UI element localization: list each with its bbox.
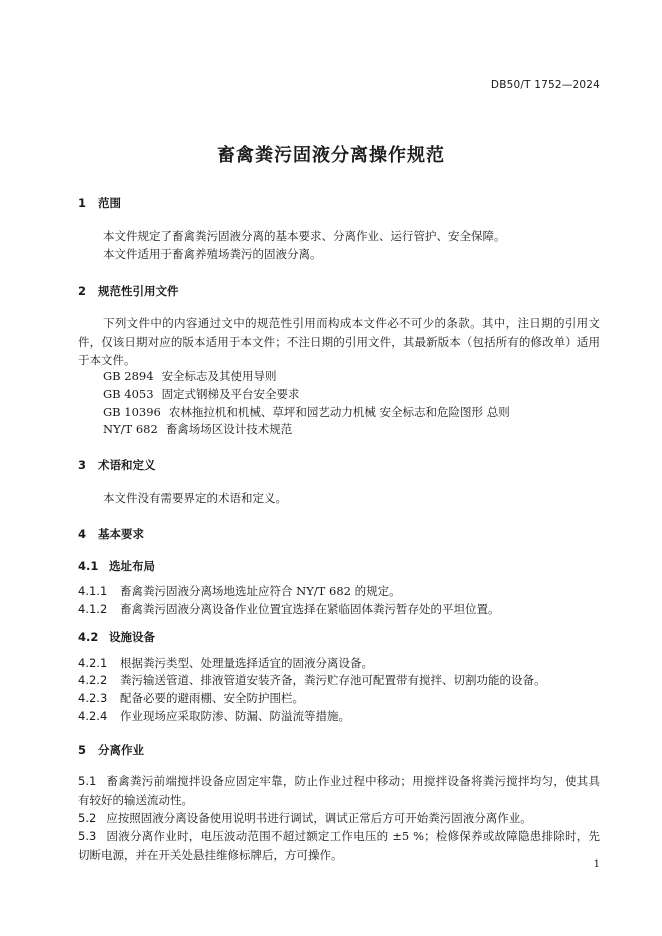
clause	[78, 809, 600, 828]
reference-title: 固定式钢梯及平台安全要求	[161, 387, 300, 401]
reference-code: GB 2894	[103, 369, 154, 383]
section-title: 术语和定义	[98, 458, 156, 472]
section-title: 分离作业	[98, 743, 144, 757]
section-number: 4	[78, 527, 87, 541]
clause-number: 5.1	[78, 774, 97, 788]
reference-title: 安全标志及其使用导则	[161, 369, 277, 383]
reference-item	[103, 421, 292, 437]
reference-code: GB 10396	[103, 405, 161, 419]
clause-number: 5.2	[78, 811, 97, 825]
section-heading-3	[78, 457, 156, 473]
clause	[78, 583, 401, 599]
section-heading-5	[78, 742, 144, 758]
section-number: 2	[78, 284, 87, 298]
paragraph: 下列文件中的内容通过文中的规范性引用而构成本文件必不可少的条款。其中，注日期的引用文件，仅该日期对应的版本适用于本文件；不注日期的引用文件，其最新版本（包括所有的修改单）适用于本文件。	[78, 316, 600, 367]
clause-text: 应按照固液分离设备使用说明书进行调试，调试正常后方可开始粪污固液分离作业。	[106, 811, 532, 825]
subsection-title: 设施设备	[109, 630, 155, 644]
clause	[78, 655, 373, 671]
page-number: 1	[593, 859, 600, 870]
clause-number: 4.2.1	[78, 656, 108, 670]
subsection-title: 选址布局	[109, 559, 155, 573]
reference-item	[103, 368, 277, 384]
clause-number: 4.1.1	[78, 584, 108, 598]
paragraph: 本文件规定了畜禽粪污固液分离的基本要求、分离作业、运行管护、安全保障。	[103, 229, 506, 243]
reference-item	[103, 404, 510, 420]
section-heading-1	[78, 195, 121, 211]
clause-number: 4.2.4	[78, 709, 108, 723]
paragraph: 本文件适用于畜禽养殖场粪污的固液分离。	[103, 247, 322, 261]
standard-code: DB50/T 1752—2024	[490, 79, 600, 91]
clause	[78, 672, 546, 688]
clause-text: 作业现场应采取防渗、防漏、防溢流等措施。	[120, 709, 350, 723]
reference-title: 农林拖拉机和机械、草坪和园艺动力机械 安全标志和危险图形 总则	[168, 405, 510, 419]
paragraph: 本文件没有需要界定的术语和定义。	[103, 491, 287, 505]
reference-code: GB 4053	[103, 387, 154, 401]
clause-text: 畜禽粪污固液分离设备作业位置宜选择在紧临固体粪污暂存处的平坦位置。	[120, 602, 500, 616]
reference-title: 畜禽场场区设计技术规范	[165, 422, 293, 436]
clause	[78, 827, 600, 864]
clause-text: 畜禽粪污固液分离场地选址应符合 NY/T 682 的规定。	[120, 584, 401, 598]
clause-number: 5.3	[78, 829, 97, 843]
section-number: 3	[78, 458, 87, 472]
subsection-number: 4.1	[78, 559, 99, 573]
subsection-heading-4-1	[78, 558, 155, 574]
clause-number: 4.2.3	[78, 691, 108, 705]
clause-text: 固液分离作业时，电压波动范围不超过额定工作电压的 ±5 %；检修保养或故障隐患排除时，先切断电源，并在开关处悬挂维修标牌后，方可操作。	[78, 829, 600, 862]
clause	[78, 708, 350, 724]
section-title: 基本要求	[98, 527, 144, 541]
reference-code: NY/T 682	[103, 422, 158, 436]
clause-text: 畜禽粪污前端搅拌设备应固定牢靠，防止作业过程中移动；用搅拌设备将粪污搅拌均匀，使其具有较好的输送流动性。	[78, 774, 600, 807]
subsection-heading-4-2	[78, 629, 155, 645]
clause-number: 4.1.2	[78, 602, 108, 616]
section-number: 1	[78, 196, 87, 210]
section-heading-2	[78, 283, 179, 299]
clause	[78, 601, 500, 617]
document-title: 畜禽粪污固液分离操作规范	[217, 145, 445, 166]
clause-text: 配备必要的避雨棚、安全防护围栏。	[120, 691, 304, 705]
section-heading-4	[78, 526, 144, 542]
clause-text: 粪污输送管道、排液管道安装齐备，粪污贮存池可配置带有搅拌、切割功能的设备。	[120, 673, 546, 687]
section-title: 规范性引用文件	[98, 284, 179, 298]
section-title: 范围	[98, 196, 121, 210]
section-number: 5	[78, 743, 87, 757]
reference-item	[103, 386, 300, 402]
clause-text: 根据粪污类型、处理量选择适宜的固液分离设备。	[120, 656, 373, 670]
clause	[78, 772, 600, 809]
clause	[78, 690, 304, 706]
subsection-number: 4.2	[78, 630, 99, 644]
clause-number: 4.2.2	[78, 673, 108, 687]
